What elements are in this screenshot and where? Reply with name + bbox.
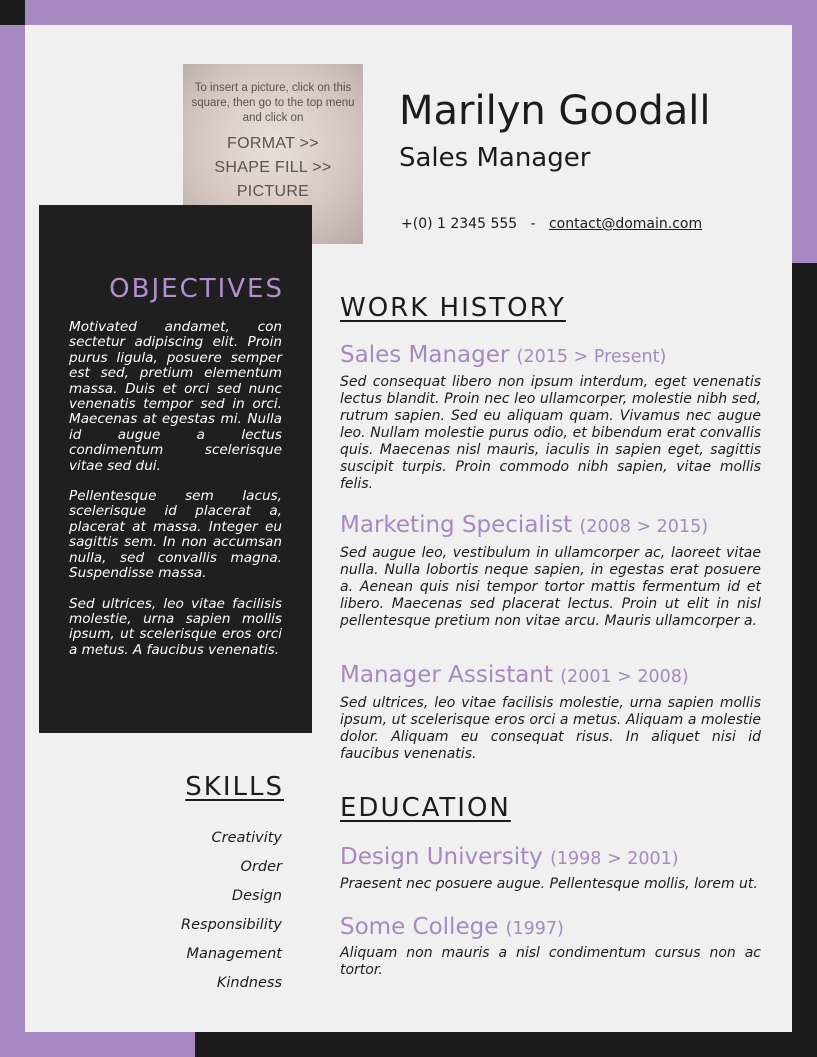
job-description: Sed augue leo, vestibulum in ullamcorper ac, laoreet vitae nulla. Nulla lobortis neque sapien, in egestas erat posuere a. Aenean quis nisi tempor tortor mattis fermentum id et libero. Maecenas sed placerat lectus. Proin ut elit in nisl pellentesque pretium non vitae arcu. Mauris ullamcorper a. [340,545,761,629]
phone-number: +(0) 1 2345 555 [401,216,518,232]
school-years: (1998 > 2001) [550,849,679,869]
education-heading [340,793,511,823]
email-link[interactable]: contact@domain.com [548,216,703,232]
skill-item: Responsibility [181,917,282,933]
job-description: Sed consequat libero non ipsum interdum, eget venenatis lectus blandit. Proin nec leo ullamcorper, molestie nibh sed, rutrum sapien. Sed eu aliquam quam. Vivamus nec augue leo. Nullam molestie purus odio, et bibendum erat convallis quis. Maecenas nisl mauris, iaculis in sapien eget, sagittis suscipit turpis. Proin commodo nibh sapien, vitae mollis felis. [340,374,761,492]
job-title [340,512,708,538]
school-title [340,914,564,940]
work-history-heading [340,293,566,323]
objectives-text [69,320,282,673]
skills-heading [39,772,284,802]
school-description: Praesent nec posuere augue. Pellentesque mollis, lorem ut. [340,876,758,892]
candidate-role: Sales Manager [399,143,591,173]
skill-item: Kindness [216,975,282,991]
job-title [340,662,689,688]
job-years: (2001 > 2008) [560,667,689,687]
school-years: (1997) [505,919,564,939]
skills-heading-text: SKILLS [185,772,284,802]
school-title [340,844,679,870]
objectives-paragraph: Pellentesque sem lacus, scelerisque id placerat a, placerat at massa. Integer eu sagittis sem. In non accumsan nulla, sed convallis magna. Suspendisse massa. [69,488,282,582]
job-years: (2008 > 2015) [579,517,709,537]
skill-item: Creativity [211,830,282,846]
school-title-text: Some College [340,914,499,940]
objectives-paragraph: Motivated andamet, con sectetur adipiscing elit. Proin purus ligula, posuere semper est sed, pretium elementum massa. Duis et orci sed nunc venenatis tempor sed in orci. Maecenas at egestas mi. Nulla id augue a lectus condimentum scelerisque vitae sed dui. [69,319,282,474]
school-description: Aliquam non mauris a nisl condimentum cursus non ac tortor. [340,945,761,978]
job-years: (2015 > Present) [516,347,667,367]
contact-line [401,216,702,232]
photo-instruction-3: PICTURE [236,183,310,200]
work-history-heading-text: WORK HISTORY [340,293,566,323]
objectives-paragraph: Sed ultrices, leo vitae facilisis molestie, urna sapien mollis ipsum, ut scelerisque eros orci a metus. A faucibus venenatis. [69,595,282,658]
job-title [340,342,666,368]
corner-block [0,0,25,25]
candidate-name: Marilyn Goodall [399,88,711,134]
job-title-text: Manager Assistant [340,662,553,688]
school-title-text: Design University [340,844,543,870]
photo-instruction-1: FORMAT >> [227,135,319,152]
skill-item: Order [240,859,282,875]
job-description: Sed ultrices, leo vitae facilisis molestie, urna sapien mollis ipsum, ut scelerisque eros orci a metus. Aliquam a molestie dolor. Aliquam eu consequat risus. In aliquet nisi id faucibus venenatis. [340,695,761,762]
education-heading-text: EDUCATION [340,793,511,823]
skill-item: Design [231,888,282,904]
job-title-text: Sales Manager [340,342,510,368]
skill-item: Management [186,946,282,962]
contact-separator: - [530,216,536,232]
photo-instruction-2: SHAPE FILL >> [214,159,332,176]
skills-list [39,829,282,1003]
photo-hint: To insert a picture, click on this square, then go to the top menu and click on [191,82,355,124]
objectives-heading: OBJECTIVES [109,274,284,304]
job-title-text: Marketing Specialist [340,512,573,538]
